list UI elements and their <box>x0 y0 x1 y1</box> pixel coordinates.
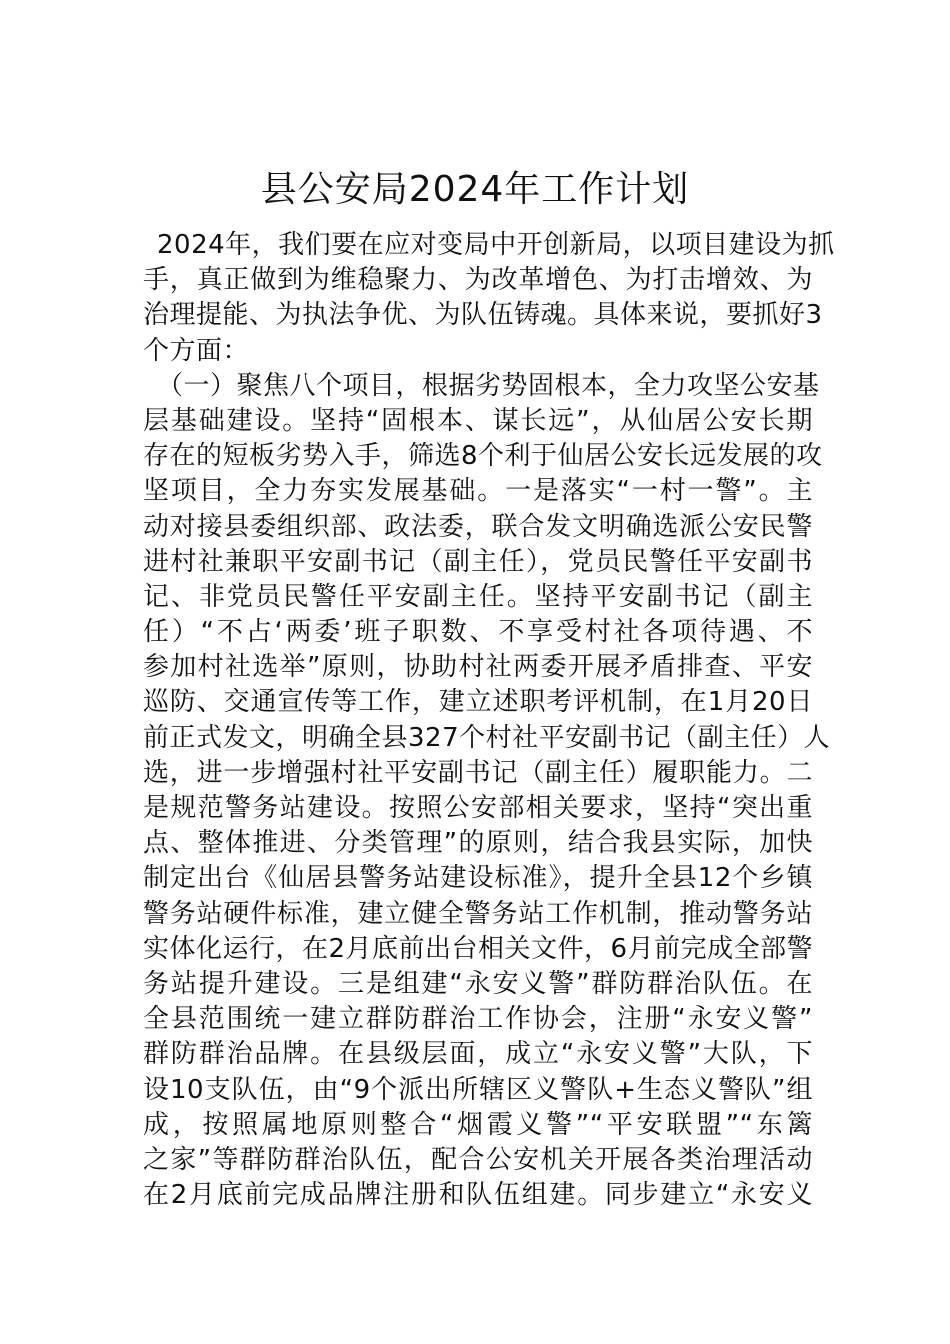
body-line: 成，按照属地原则整合“烟霞义警”“平安联盟”“东篱 <box>143 1109 813 1140</box>
body-line: 治理提能、为执法争优、为队伍铸魂。具体来说，要抓好3 <box>143 300 823 331</box>
body-line: 层基础建设。坚持“固根本、谋长远”，从仙居公安长期 <box>143 405 813 436</box>
body-line: 前正式发文，明确全县327个村社平安副书记（副主任）人 <box>143 722 831 753</box>
document-body <box>143 228 835 1213</box>
body-line: 群防群治品牌。在县级层面，成立“永安义警”大队，下 <box>143 1039 813 1070</box>
body-line: 参加村社选举”原则，协助村社两委开展矛盾排查、平安 <box>143 652 813 683</box>
body-line: 动对接县委组织部、政法委，联合发文明确选派公安民警 <box>143 511 813 542</box>
document-title: 县公安局2024年工作计划 <box>260 169 690 210</box>
body-line: 务站提升建设。三是组建“永安义警”群防群治队伍。在 <box>143 968 813 999</box>
body-line: 选，进一步增强村社平安副书记（副主任）履职能力。二 <box>143 757 813 788</box>
body-line: 巡防、交通宣传等工作，建立述职考评机制，在1月20日 <box>143 687 813 718</box>
body-line: 在2月底前完成品牌注册和队伍组建。同步建立“永安义 <box>143 1180 813 1211</box>
body-line: 记、非党员民警任平安副主任。坚持平安副书记（副主 <box>143 581 813 612</box>
body-line: 坚项目，全力夯实发展基础。一是落实“一村一警”。主 <box>143 476 813 507</box>
body-line: 进村社兼职平安副书记（副主任），党员民警任平安副书 <box>143 546 813 577</box>
body-line: 个方面： <box>143 335 250 366</box>
body-line: 警务站硬件标准，建立健全警务站工作机制，推动警务站 <box>143 898 813 929</box>
body-line: （一）聚焦八个项目，根据劣势固根本，全力攻坚公安基 <box>157 370 820 401</box>
body-line: 制定出台《仙居县警务站建设标准》，提升全县12个乡镇 <box>143 863 813 894</box>
body-line: 全县范围统一建立群防群治工作协会，注册“永安义警” <box>143 1004 813 1035</box>
body-line: 2024年，我们要在应对变局中开创新局，以项目建设为抓 <box>157 230 835 260</box>
body-line: 之家”等群防群治队伍，配合公安机关开展各类治理活动 <box>143 1144 813 1175</box>
body-line: 设10支队伍，由“9个派出所辖区义警队+生态义警队”组 <box>143 1074 813 1105</box>
body-line: 存在的短板劣势入手，筛选8个利于仙居公安长远发展的攻 <box>143 441 823 472</box>
body-line: 点、整体推进、分类管理”的原则，结合我县实际，加快 <box>143 828 813 859</box>
body-line: 实体化运行，在2月底前出台相关文件，6月前完成全部警 <box>143 933 814 964</box>
body-line: 任）“不占‘两委’班子职数、不享受村社各项待遇、不 <box>143 617 813 648</box>
body-line: 手，真正做到为维稳聚力、为改革增色、为打击增效、为 <box>143 265 813 296</box>
body-line: 是规范警务站建设。按照公安部相关要求，坚持“突出重 <box>143 793 813 823</box>
